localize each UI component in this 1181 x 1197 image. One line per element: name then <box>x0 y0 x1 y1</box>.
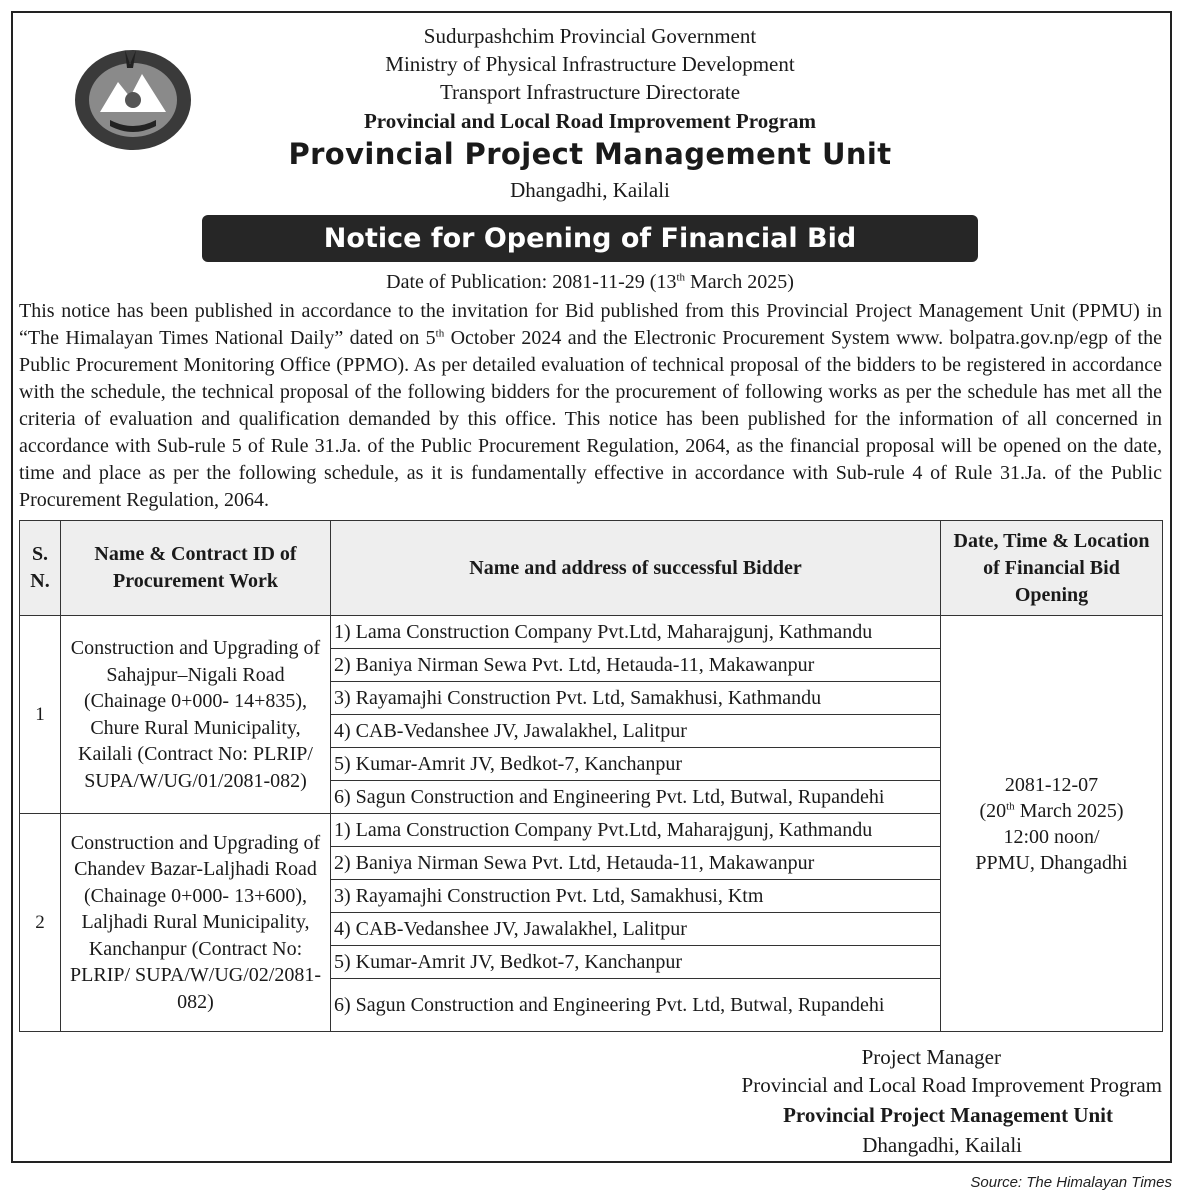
header-program: Provincial and Local Road Improvement Program <box>363 109 817 133</box>
header-bidder: Name and address of successful Bidder <box>331 521 941 616</box>
signature-program: Provincial and Local Road Improvement Program <box>741 1073 1162 1097</box>
row-1-bidder-4: 4) CAB-Vedanshee JV, Jawalakhel, Lalitpur <box>331 715 941 748</box>
nepal-emblem-icon <box>70 42 196 154</box>
row-1-bidder-5: 5) Kumar-Amrit JV, Bedkot-7, Kanchanpur <box>331 748 941 781</box>
opening-place: PPMU, Dhangadhi <box>975 851 1128 874</box>
opening-date: 2081-12-07 <box>1004 773 1099 796</box>
header-directorate: Transport Infrastructure Directorate <box>439 80 741 104</box>
header-unit: Provincial Project Management Unit <box>288 137 892 171</box>
notice-title-banner: Notice for Opening of Financial Bid <box>202 215 978 262</box>
row-2-bidder-3: 3) Rayamajhi Construction Pvt. Ltd, Samakhusi, Ktm <box>331 880 941 913</box>
row-2-bidder-5: 5) Kumar-Amrit JV, Bedkot-7, Kanchanpur <box>331 946 941 979</box>
header-date: Date, Time & Location of Financial Bid Opening <box>941 521 1163 616</box>
signature-unit: Provincial Project Management Unit <box>783 1103 1113 1127</box>
row-2-work: Construction and Upgrading of Chandev Bazar-Laljhadi Road (Chainage 0+000- 13+600), Laljhadi Rural Municipality, Kanchanpur (Contract No: PLRIP/ SUPA/W/UG/02/2081-082) <box>61 814 331 1032</box>
signature-title: Project Manager <box>861 1045 1001 1069</box>
publication-date: Date of Publication: 2081-11-29 (13th March 2025) <box>386 271 794 293</box>
row-2-bidder-6: 6) Sagun Construction and Engineering Pvt. Ltd, Butwal, Rupandehi <box>331 979 941 1032</box>
row-2-bidder-2: 2) Baniya Nirman Sewa Pvt. Ltd, Hetauda-11, Makawanpur <box>331 847 941 880</box>
row-2-sn: 2 <box>20 814 61 1032</box>
opening-time: 12:00 noon/ <box>1003 825 1100 848</box>
row-1-bidder-2: 2) Baniya Nirman Sewa Pvt. Ltd, Hetauda-11, Makawanpur <box>331 649 941 682</box>
signature-location: Dhangadhi, Kailali <box>862 1133 1022 1157</box>
header-location: Dhangadhi, Kailali <box>510 178 670 202</box>
bid-schedule-table <box>19 520 1163 1032</box>
row-1-bidder-3: 3) Rayamajhi Construction Pvt. Ltd, Samakhusi, Kathmandu <box>331 682 941 715</box>
header-ministry: Ministry of Physical Infrastructure Development <box>385 52 795 76</box>
row-1-work: Construction and Upgrading of Sahajpur–Nigali Road (Chainage 0+000- 14+835), Chure Rural Municipality, Kailali (Contract No: PLRIP/ SUPA/W/UG/01/2081-082) <box>61 616 331 814</box>
header-government: Sudurpashchim Provincial Government <box>423 24 757 48</box>
opening-schedule <box>941 616 1163 1032</box>
row-1-bidder-6: 6) Sagun Construction and Engineering Pvt. Ltd, Butwal, Rupandehi <box>331 781 941 814</box>
header-work: Name & Contract ID of Procurement Work <box>61 521 331 616</box>
row-1-bidder-1: 1) Lama Construction Company Pvt.Ltd, Maharajgunj, Kathmandu <box>331 616 941 649</box>
header-sn: S. N. <box>20 521 61 616</box>
opening-date-ad: (20th March 2025) <box>979 799 1124 822</box>
row-2-bidder-4: 4) CAB-Vedanshee JV, Jawalakhel, Lalitpur <box>331 913 941 946</box>
notice-body: This notice has been published in accordance to the invitation for Bid published from this Provincial Project Management Unit (PPMU) in “The Himalayan Times National Daily” dated on 5th October 2024 and the Electronic Procurement System www. bolpatra.gov.np/egp of the Public Procurement Monitoring Office (PPMO). As per detailed evaluation of technical proposal of the bidders to be registered in accordance with the schedule, the technical proposal of the following bidders for the procurement of following works as per the schedule has met all the criteria of evaluation and qualification demanded by this office. This notice has been published for the information of all concerned in accordance with Sub-rule 5 of Rule 31.Ja. of the Public Procurement Regulation, 2064, as the financial proposal will be opened on the date, time and place as per the following schedule, as it is fundamentally effective in accordance with Sub-rule 4 of Rule 31.Ja. of the Public Procurement Regulation, 2064. <box>19 300 1162 511</box>
source-credit: Source: The Himalayan Times <box>970 1174 1172 1191</box>
row-1-sn: 1 <box>20 616 61 814</box>
row-2-bidder-1: 1) Lama Construction Company Pvt.Ltd, Maharajgunj, Kathmandu <box>331 814 941 847</box>
